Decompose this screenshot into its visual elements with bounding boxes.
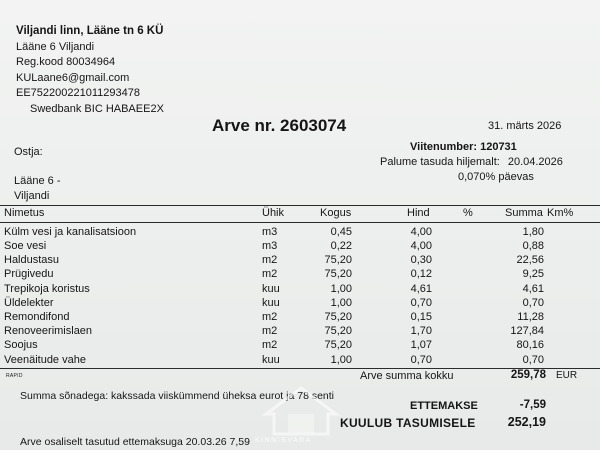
row-sum: 4,61 — [522, 283, 544, 295]
table-row — [0, 354, 600, 368]
table-row — [0, 283, 600, 297]
row-name: Soojus — [4, 339, 38, 351]
row-name: Veenäitude vahe — [4, 354, 86, 366]
row-price: 4,00 — [410, 240, 432, 252]
row-name: Haldustasu — [4, 254, 60, 266]
row-unit: m2 — [262, 254, 278, 266]
seller-iban: EE752200221011293478 — [16, 87, 140, 99]
row-sum: 11,28 — [517, 311, 544, 323]
row-qty: 75,20 — [324, 339, 352, 351]
row-unit: kuu — [262, 283, 280, 295]
seller-address: Lääne 6 Viljandi — [16, 40, 95, 53]
table-row — [0, 254, 600, 268]
row-unit: m3 — [262, 240, 278, 252]
seller-name: Viljandi linn, Lääne tn 6 KÜ — [16, 25, 164, 37]
buyer-label: Ostja: — [14, 146, 43, 158]
partial-payment-note: Arve osaliselt tasutud ettemaksuga 20.03.26 7,59 — [20, 436, 250, 448]
row-qty: 0,45 — [330, 226, 352, 238]
header-sum: Summa — [505, 207, 543, 219]
header-name: Nimetus — [4, 207, 45, 219]
header-km: Km% — [547, 207, 574, 219]
row-name: Külm vesi ja kanalisatsioon — [4, 226, 137, 238]
row-price: 0,15 — [410, 311, 432, 323]
table-row — [0, 311, 600, 325]
table-header — [0, 207, 600, 221]
table-row — [0, 240, 600, 254]
table-row — [0, 339, 600, 353]
header-price: Hind — [407, 207, 430, 219]
row-unit: m2 — [262, 311, 278, 323]
row-qty: 0,22 — [330, 240, 352, 252]
row-unit: m3 — [262, 226, 278, 238]
total-currency: EUR — [556, 370, 578, 381]
reference-number: Viitenumber: 120731 — [410, 141, 517, 153]
rapid-mark: RAPID — [6, 373, 23, 379]
row-qty: 1,00 — [330, 283, 352, 295]
due-date-label: Palume tasuda hiljemalt: — [380, 156, 500, 168]
header-unit: Ühik — [262, 207, 285, 219]
row-sum: 22,56 — [516, 254, 544, 266]
due-date-line — [380, 156, 563, 168]
row-qty: 1,00 — [330, 297, 352, 309]
buyer-address — [14, 174, 60, 204]
total-value: 259,78 — [510, 369, 546, 381]
row-sum: 0,88 — [522, 240, 544, 252]
invoice-date: 31. märts 2026 — [488, 120, 562, 132]
seller-bank: Swedbank BIC HABAEE2X — [30, 102, 164, 115]
table-row — [0, 268, 600, 282]
table-header-rule — [0, 222, 600, 223]
row-price: 4,00 — [410, 226, 432, 238]
amount-due-value: 252,19 — [507, 415, 546, 429]
seller-email: KULaane6@gmail.com — [16, 71, 130, 84]
row-sum: 127,84 — [510, 325, 544, 337]
row-price: 4,61 — [410, 283, 432, 295]
row-sum: 0,70 — [522, 354, 544, 366]
advance-value: -7,59 — [519, 399, 546, 411]
amount-in-words: Summa sõnadega: kakssada viiskümmend üheksa eurot ja 78 senti — [20, 390, 335, 402]
due-date-value: 20.04.2026 — [507, 156, 563, 168]
amount-due-label: KUULUB TASUMISELE — [340, 416, 476, 430]
row-name: Prügivedu — [4, 268, 54, 280]
row-sum: 1,80 — [522, 226, 544, 238]
table-row — [0, 297, 600, 311]
row-qty: 75,20 — [324, 325, 352, 337]
row-unit: kuu — [262, 354, 280, 366]
seller-block — [16, 24, 164, 117]
row-unit: m2 — [262, 268, 278, 280]
row-name: Renoveerimislaen — [4, 325, 93, 337]
row-unit: m2 — [262, 339, 278, 351]
row-price: 0,70 — [410, 354, 432, 366]
row-unit: kuu — [262, 297, 280, 309]
row-price: 0,30 — [410, 254, 432, 266]
table-row — [0, 226, 600, 240]
row-price: 1,07 — [410, 339, 432, 351]
watermark-text: KINNISVARA — [255, 437, 312, 444]
row-name: Üldelekter — [4, 297, 54, 309]
table-top-rule — [0, 205, 600, 206]
buyer-address-line1: Lääne 6 - — [14, 175, 61, 187]
seller-reg-code: Reg.kood 80034964 — [16, 56, 116, 68]
row-name: Soe vesi — [4, 240, 47, 252]
row-sum: 80,16 — [516, 339, 544, 351]
row-sum: 0,70 — [522, 297, 544, 309]
row-qty: 75,20 — [324, 254, 352, 266]
row-sum: 9,25 — [522, 268, 544, 280]
table-row — [0, 325, 600, 339]
row-price: 1,70 — [410, 325, 432, 337]
advance-label: ETTEMAKSE — [410, 400, 478, 412]
penalty-rate: 0,070% päevas — [458, 171, 534, 183]
row-unit: m2 — [262, 325, 278, 337]
row-name: Trepikoja koristus — [4, 283, 90, 295]
header-vat: % — [463, 207, 473, 219]
row-qty: 1,00 — [330, 354, 352, 366]
header-qty: Kogus — [320, 207, 352, 219]
total-label: Arve summa kokku — [360, 370, 454, 382]
row-qty: 75,20 — [324, 268, 352, 280]
invoice-title: Arve nr. 2603074 — [212, 116, 347, 135]
row-price: 0,12 — [410, 268, 432, 280]
row-price: 0,70 — [410, 297, 432, 309]
row-name: Remondifond — [4, 311, 70, 323]
buyer-address-line2: Viljandi — [14, 190, 50, 202]
row-qty: 75,20 — [324, 311, 352, 323]
